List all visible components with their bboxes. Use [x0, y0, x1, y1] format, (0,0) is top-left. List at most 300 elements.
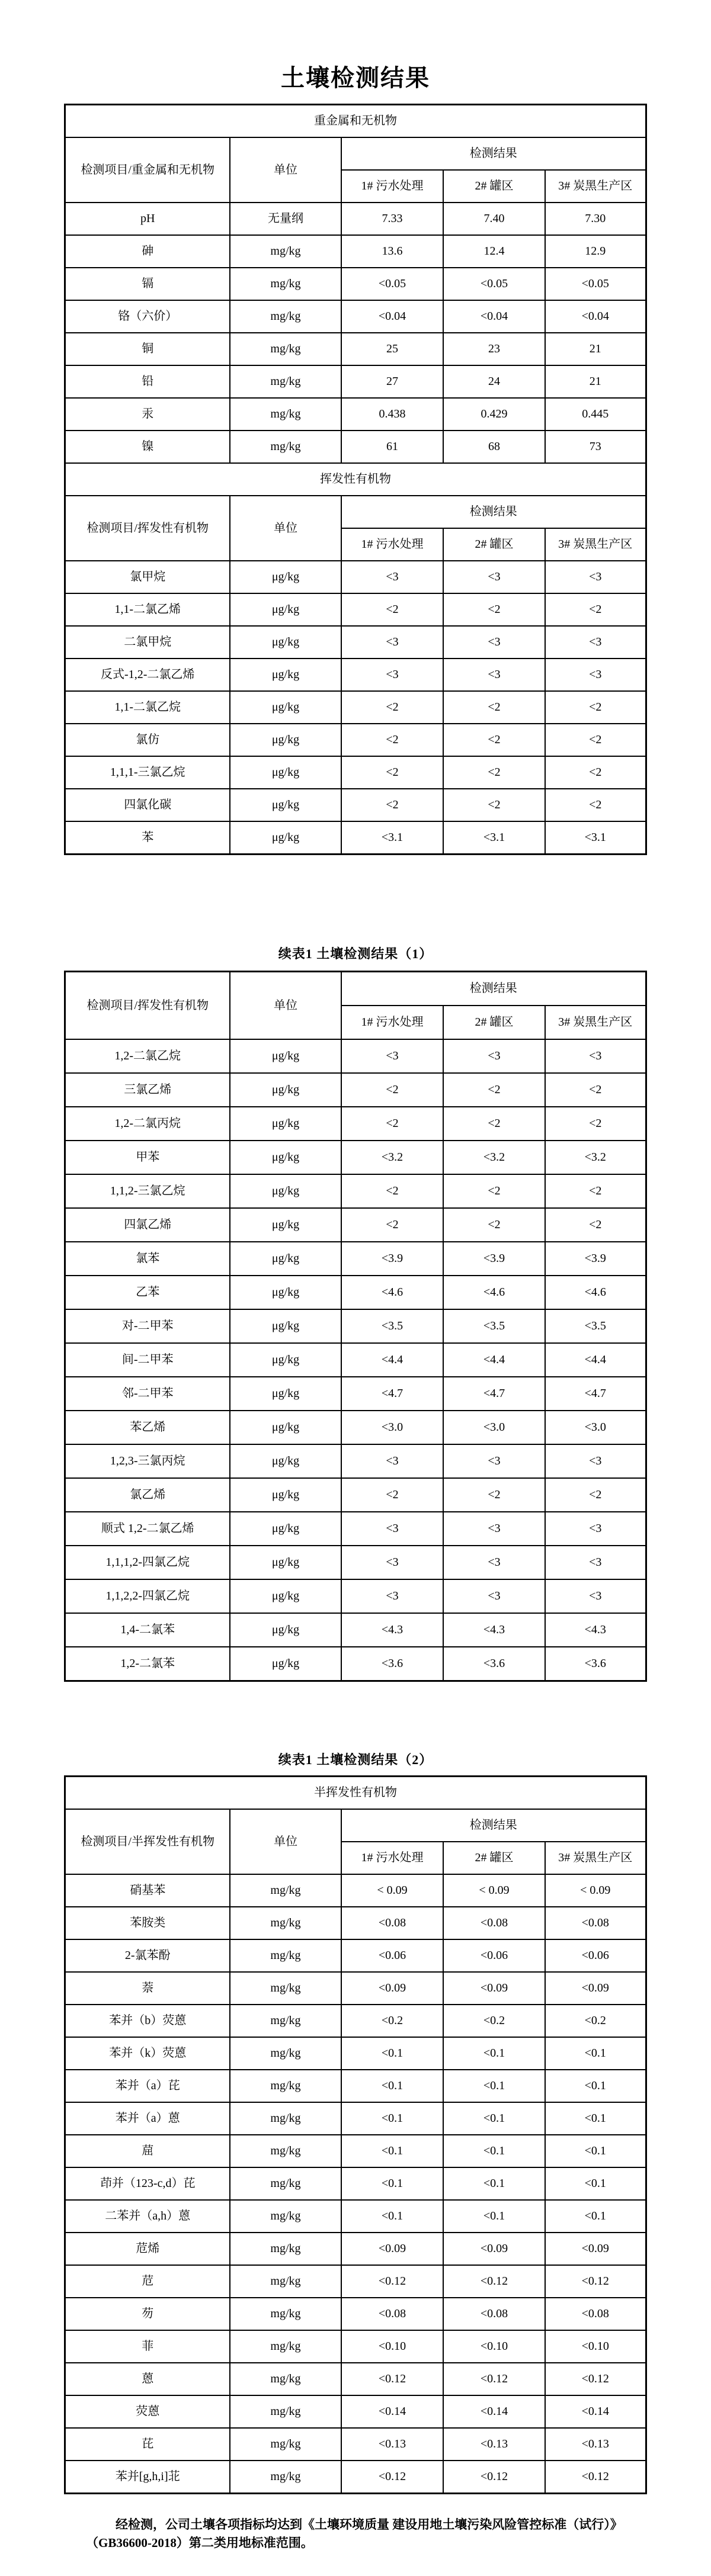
data-row [65, 1141, 646, 1174]
value-cell-site-2: <0.08 [443, 2298, 545, 2330]
value-cell-site-2: <0.08 [443, 1907, 545, 1939]
item-name-cell: 二氯甲烷 [65, 626, 230, 659]
value-cell-site-2: <0.1 [443, 2167, 545, 2200]
data-row [65, 268, 646, 300]
data-row [65, 365, 646, 398]
unit-cell: μg/kg [230, 561, 341, 593]
data-row [65, 2363, 646, 2395]
item-name-cell: 茚并（123-c,d）芘 [65, 2167, 230, 2200]
value-cell-site-3: <2 [545, 724, 646, 756]
data-row [65, 1874, 646, 1907]
data-row [65, 2037, 646, 2070]
item-column-header: 检测项目/挥发性有机物 [65, 496, 230, 561]
value-cell-site-3: <0.1 [545, 2167, 646, 2200]
unit-cell: mg/kg [230, 235, 341, 268]
value-cell-site-1: <2 [341, 1073, 443, 1107]
unit-cell: μg/kg [230, 724, 341, 756]
unit-cell: mg/kg [230, 1907, 341, 1939]
item-name-cell: 苊 [65, 2265, 230, 2298]
value-cell-site-2: <3.0 [443, 1411, 545, 1444]
value-cell-site-2: <2 [443, 593, 545, 626]
value-cell-site-1: <0.1 [341, 2102, 443, 2135]
value-cell-site-2: <3 [443, 626, 545, 659]
value-cell-site-1: <0.12 [341, 2265, 443, 2298]
value-cell-site-1: <3.6 [341, 1647, 443, 1681]
data-row [65, 593, 646, 626]
value-cell-site-1: <0.14 [341, 2395, 443, 2428]
unit-cell: μg/kg [230, 789, 341, 821]
data-row [65, 1309, 646, 1343]
value-cell-site-1: 25 [341, 333, 443, 365]
table-3-title: 续表1 土壤检测结果（2） [278, 1752, 433, 1767]
result-group-header: 检测结果 [341, 496, 646, 528]
unit-cell: mg/kg [230, 1972, 341, 2005]
data-row [65, 2461, 646, 2494]
unit-column-header: 单位 [230, 1809, 341, 1874]
item-name-cell: 菲 [65, 2330, 230, 2363]
value-cell-site-1: <3 [341, 626, 443, 659]
value-cell-site-2: 24 [443, 365, 545, 398]
value-cell-site-1: <2 [341, 1107, 443, 1141]
value-cell-site-1: 61 [341, 431, 443, 463]
item-name-cell: 苯并（b）荧蒽 [65, 2005, 230, 2037]
value-cell-site-2: 68 [443, 431, 545, 463]
value-cell-site-1: <2 [341, 1208, 443, 1242]
site-column-header-2: 2# 罐区 [443, 170, 545, 203]
value-cell-site-2: <4.6 [443, 1276, 545, 1309]
conclusion-note [86, 2516, 637, 2552]
data-row [65, 2233, 646, 2265]
value-cell-site-2: <3 [443, 1546, 545, 1579]
unit-cell: μg/kg [230, 659, 341, 691]
item-name-cell: 间-二甲苯 [65, 1343, 230, 1377]
value-cell-site-1: <0.12 [341, 2363, 443, 2395]
item-column-header: 检测项目/重金属和无机物 [65, 137, 230, 203]
site-column-header-1: 1# 污水处理 [341, 170, 443, 203]
data-row [65, 1907, 646, 1939]
value-cell-site-3: <0.12 [545, 2265, 646, 2298]
data-row [65, 2395, 646, 2428]
value-cell-site-1: 13.6 [341, 235, 443, 268]
site-column-header-3: 3# 炭黑生产区 [545, 170, 646, 203]
unit-cell: mg/kg [230, 2298, 341, 2330]
unit-cell: μg/kg [230, 626, 341, 659]
data-row [65, 1444, 646, 1478]
value-cell-site-1: <4.7 [341, 1377, 443, 1411]
item-column-header: 检测项目/挥发性有机物 [65, 972, 230, 1040]
value-cell-site-2: <2 [443, 691, 545, 724]
value-cell-site-1: <2 [341, 1174, 443, 1208]
unit-cell: μg/kg [230, 1208, 341, 1242]
unit-cell: mg/kg [230, 2233, 341, 2265]
value-cell-site-2: <0.09 [443, 1972, 545, 2005]
value-cell-site-1: <3 [341, 561, 443, 593]
value-cell-site-1: <0.13 [341, 2428, 443, 2461]
value-cell-site-3: <0.10 [545, 2330, 646, 2363]
value-cell-site-2: 0.429 [443, 398, 545, 431]
value-cell-site-3: <2 [545, 1478, 646, 1512]
item-name-cell: 1,1-二氯乙烯 [65, 593, 230, 626]
data-row [65, 1377, 646, 1411]
unit-cell: mg/kg [230, 2395, 341, 2428]
site-column-header-3: 3# 炭黑生产区 [545, 528, 646, 561]
unit-cell: mg/kg [230, 2330, 341, 2363]
value-cell-site-1: <0.1 [341, 2070, 443, 2102]
section-header-row [65, 463, 646, 496]
value-cell-site-2: <2 [443, 1174, 545, 1208]
site-column-header-1: 1# 污水处理 [341, 528, 443, 561]
data-row [65, 1343, 646, 1377]
item-name-cell: 反式-1,2-二氯乙烯 [65, 659, 230, 691]
item-name-cell: 四氯乙烯 [65, 1208, 230, 1242]
unit-cell: μg/kg [230, 1276, 341, 1309]
item-name-cell: 氯乙烯 [65, 1478, 230, 1512]
value-cell-site-1: <3 [341, 659, 443, 691]
value-cell-site-1: <0.1 [341, 2167, 443, 2200]
item-name-cell: 苯并（a）芘 [65, 2070, 230, 2102]
value-cell-site-3: <0.08 [545, 2298, 646, 2330]
item-name-cell: 邻-二甲苯 [65, 1377, 230, 1411]
item-name-cell: 氯仿 [65, 724, 230, 756]
unit-cell: mg/kg [230, 2037, 341, 2070]
value-cell-site-2: <2 [443, 1208, 545, 1242]
value-cell-site-3: <0.12 [545, 2461, 646, 2494]
value-cell-site-2: <3.1 [443, 821, 545, 855]
item-name-cell: 1,2-二氯丙烷 [65, 1107, 230, 1141]
value-cell-site-3: 21 [545, 365, 646, 398]
item-name-cell: 乙苯 [65, 1276, 230, 1309]
site-column-header-3: 3# 炭黑生产区 [545, 1842, 646, 1874]
item-name-cell: 荧蒽 [65, 2395, 230, 2428]
data-row [65, 2298, 646, 2330]
value-cell-site-3: 73 [545, 431, 646, 463]
unit-cell: μg/kg [230, 756, 341, 789]
data-row [65, 561, 646, 593]
unit-cell: mg/kg [230, 2200, 341, 2233]
page-title: 土壤检测结果 [281, 65, 430, 91]
unit-cell: μg/kg [230, 593, 341, 626]
data-row [65, 1073, 646, 1107]
value-cell-site-3: <0.14 [545, 2395, 646, 2428]
unit-cell: μg/kg [230, 1141, 341, 1174]
unit-cell: μg/kg [230, 1309, 341, 1343]
unit-cell: μg/kg [230, 1546, 341, 1579]
value-cell-site-3: <2 [545, 789, 646, 821]
value-cell-site-1: <0.09 [341, 2233, 443, 2265]
value-cell-site-1: 27 [341, 365, 443, 398]
unit-cell: μg/kg [230, 1343, 341, 1377]
value-cell-site-3: <0.2 [545, 2005, 646, 2037]
data-row [65, 333, 646, 365]
data-row [65, 1174, 646, 1208]
value-cell-site-3: <3.9 [545, 1242, 646, 1276]
value-cell-site-3: <0.05 [545, 268, 646, 300]
data-row [65, 1242, 646, 1276]
data-row [65, 724, 646, 756]
value-cell-site-3: <4.4 [545, 1343, 646, 1377]
value-cell-site-3: <0.1 [545, 2070, 646, 2102]
unit-cell: mg/kg [230, 300, 341, 333]
value-cell-site-3: <2 [545, 691, 646, 724]
value-cell-site-2: <4.3 [443, 1613, 545, 1647]
unit-cell: mg/kg [230, 1874, 341, 1907]
item-name-cell: 三氯乙烯 [65, 1073, 230, 1107]
data-row [65, 1939, 646, 1972]
value-cell-site-1: <0.2 [341, 2005, 443, 2037]
value-cell-site-1: <2 [341, 691, 443, 724]
result-group-header: 检测结果 [341, 972, 646, 1006]
unit-cell: 无量纲 [230, 203, 341, 235]
unit-cell: mg/kg [230, 2461, 341, 2494]
unit-cell: mg/kg [230, 431, 341, 463]
value-cell-site-3: <3 [545, 1512, 646, 1546]
section-header: 重金属和无机物 [65, 105, 646, 138]
value-cell-site-1: <0.1 [341, 2200, 443, 2233]
value-cell-site-3: <3.2 [545, 1141, 646, 1174]
value-cell-site-1: <3.2 [341, 1141, 443, 1174]
value-cell-site-2: <2 [443, 724, 545, 756]
section-header: 挥发性有机物 [65, 463, 646, 496]
value-cell-site-1: <3.1 [341, 821, 443, 855]
item-name-cell: 1,2-二氯苯 [65, 1647, 230, 1681]
data-row [65, 1478, 646, 1512]
unit-cell: mg/kg [230, 1939, 341, 1972]
item-name-cell: 铬（六价） [65, 300, 230, 333]
item-name-cell: 苯并（a）蒽 [65, 2102, 230, 2135]
unit-cell: mg/kg [230, 333, 341, 365]
value-cell-site-1: <2 [341, 789, 443, 821]
result-group-header: 检测结果 [341, 1809, 646, 1842]
value-cell-site-3: <2 [545, 756, 646, 789]
item-name-cell: 甲苯 [65, 1141, 230, 1174]
value-cell-site-2: <0.04 [443, 300, 545, 333]
item-name-cell: 䓛 [65, 2135, 230, 2167]
value-cell-site-2: <3 [443, 1444, 545, 1478]
item-name-cell: 四氯化碳 [65, 789, 230, 821]
value-cell-site-2: <3.9 [443, 1242, 545, 1276]
item-name-cell: 铅 [65, 365, 230, 398]
item-name-cell: pH [65, 203, 230, 235]
value-cell-site-2: <3.6 [443, 1647, 545, 1681]
value-cell-site-1: <2 [341, 593, 443, 626]
item-name-cell: 汞 [65, 398, 230, 431]
section-header-row [65, 1777, 646, 1810]
value-cell-site-3: 0.445 [545, 398, 646, 431]
unit-cell: μg/kg [230, 1512, 341, 1546]
value-cell-site-1: <4.6 [341, 1276, 443, 1309]
item-name-cell: 氯苯 [65, 1242, 230, 1276]
value-cell-site-2: <0.1 [443, 2200, 545, 2233]
result-group-header: 检测结果 [341, 137, 646, 170]
item-name-cell: 1,1,2-三氯乙烷 [65, 1174, 230, 1208]
value-cell-site-2: <3 [443, 1512, 545, 1546]
data-row [65, 2330, 646, 2363]
data-row [65, 1276, 646, 1309]
item-name-cell: 苯胺类 [65, 1907, 230, 1939]
soil-results-table-2 [64, 971, 646, 1682]
value-cell-site-3: <3.6 [545, 1647, 646, 1681]
unit-cell: mg/kg [230, 2265, 341, 2298]
value-cell-site-3: <3 [545, 1444, 646, 1478]
value-cell-site-2: <0.1 [443, 2037, 545, 2070]
data-row [65, 2200, 646, 2233]
item-name-cell: 镉 [65, 268, 230, 300]
item-name-cell: 1,2-二氯乙烷 [65, 1039, 230, 1073]
unit-cell: mg/kg [230, 2167, 341, 2200]
value-cell-site-1: <0.1 [341, 2135, 443, 2167]
data-row [65, 2135, 646, 2167]
column-header-row-1 [65, 496, 646, 528]
value-cell-site-3: <3 [545, 1039, 646, 1073]
data-row [65, 789, 646, 821]
value-cell-site-3: <3.5 [545, 1309, 646, 1343]
value-cell-site-1: <3 [341, 1579, 443, 1613]
unit-cell: μg/kg [230, 691, 341, 724]
unit-cell: mg/kg [230, 2070, 341, 2102]
value-cell-site-2: <0.13 [443, 2428, 545, 2461]
value-cell-site-2: <0.05 [443, 268, 545, 300]
column-header-row-1 [65, 137, 646, 170]
value-cell-site-1: <4.3 [341, 1613, 443, 1647]
value-cell-site-2: <0.2 [443, 2005, 545, 2037]
value-cell-site-1: <3.5 [341, 1309, 443, 1343]
value-cell-site-3: <2 [545, 1073, 646, 1107]
table-2-title: 续表1 土壤检测结果（1） [278, 946, 433, 961]
value-cell-site-3: <4.3 [545, 1613, 646, 1647]
value-cell-site-3: 7.30 [545, 203, 646, 235]
value-cell-site-2: <3 [443, 659, 545, 691]
value-cell-site-2: <0.12 [443, 2265, 545, 2298]
unit-cell: μg/kg [230, 1073, 341, 1107]
data-row [65, 398, 646, 431]
value-cell-site-1: <3 [341, 1512, 443, 1546]
item-name-cell: 苯并[g,h,i]苝 [65, 2461, 230, 2494]
section-header-row [65, 105, 646, 138]
value-cell-site-3: <3.0 [545, 1411, 646, 1444]
value-cell-site-1: <2 [341, 756, 443, 789]
column-header-row-1 [65, 1809, 646, 1842]
item-name-cell: 氯甲烷 [65, 561, 230, 593]
value-cell-site-3: <0.1 [545, 2102, 646, 2135]
item-name-cell: 芴 [65, 2298, 230, 2330]
value-cell-site-1: <4.4 [341, 1343, 443, 1377]
data-row [65, 2265, 646, 2298]
soil-results-table-1 [64, 104, 646, 855]
unit-cell: mg/kg [230, 2428, 341, 2461]
value-cell-site-1: <3 [341, 1546, 443, 1579]
unit-cell: μg/kg [230, 1039, 341, 1073]
value-cell-site-3: <2 [545, 1174, 646, 1208]
data-row [65, 235, 646, 268]
data-row [65, 2167, 646, 2200]
value-cell-site-1: <0.12 [341, 2461, 443, 2494]
site-column-header-2: 2# 罐区 [443, 1842, 545, 1874]
value-cell-site-2: < 0.09 [443, 1874, 545, 1907]
data-row [65, 2005, 646, 2037]
value-cell-site-1: <0.1 [341, 2037, 443, 2070]
data-row [65, 1512, 646, 1546]
document-page [0, 59, 711, 2576]
value-cell-site-3: <3 [545, 561, 646, 593]
value-cell-site-3: <0.1 [545, 2135, 646, 2167]
value-cell-site-3: <3.1 [545, 821, 646, 855]
site-column-header-3: 3# 炭黑生产区 [545, 1006, 646, 1039]
unit-cell: mg/kg [230, 2005, 341, 2037]
item-column-header: 检测项目/半挥发性有机物 [65, 1809, 230, 1874]
value-cell-site-3: <2 [545, 1208, 646, 1242]
conclusion-line-2: （GB36600-2018）第二类用地标准范围。 [86, 2536, 313, 2550]
value-cell-site-2: <0.14 [443, 2395, 545, 2428]
item-name-cell: 苯 [65, 821, 230, 855]
value-cell-site-3: <4.6 [545, 1276, 646, 1309]
value-cell-site-1: <0.06 [341, 1939, 443, 1972]
value-cell-site-1: <0.08 [341, 2298, 443, 2330]
unit-column-header: 单位 [230, 972, 341, 1040]
item-name-cell: 1,1-二氯乙烷 [65, 691, 230, 724]
value-cell-site-3: <0.1 [545, 2200, 646, 2233]
soil-results-table-3 [64, 1775, 646, 2494]
unit-cell: μg/kg [230, 1647, 341, 1681]
unit-cell: mg/kg [230, 2102, 341, 2135]
value-cell-site-3: <2 [545, 1107, 646, 1141]
value-cell-site-2: 23 [443, 333, 545, 365]
column-header-row-1 [65, 972, 646, 1006]
value-cell-site-3: <0.1 [545, 2037, 646, 2070]
item-name-cell: 顺式 1,2-二氯乙烯 [65, 1512, 230, 1546]
value-cell-site-3: <0.06 [545, 1939, 646, 1972]
site-column-header-1: 1# 污水处理 [341, 1006, 443, 1039]
data-row [65, 1107, 646, 1141]
value-cell-site-3: <4.7 [545, 1377, 646, 1411]
data-row [65, 659, 646, 691]
item-name-cell: 硝基苯 [65, 1874, 230, 1907]
value-cell-site-3: <3 [545, 626, 646, 659]
item-name-cell: 二苯并（a,h）蒽 [65, 2200, 230, 2233]
value-cell-site-2: <0.10 [443, 2330, 545, 2363]
unit-cell: mg/kg [230, 365, 341, 398]
value-cell-site-3: <0.12 [545, 2363, 646, 2395]
item-name-cell: 2-氯苯酚 [65, 1939, 230, 1972]
value-cell-site-2: <2 [443, 789, 545, 821]
value-cell-site-3: 12.9 [545, 235, 646, 268]
unit-cell: mg/kg [230, 398, 341, 431]
data-row [65, 203, 646, 235]
value-cell-site-2: <2 [443, 1073, 545, 1107]
value-cell-site-3: <2 [545, 593, 646, 626]
value-cell-site-2: <3.2 [443, 1141, 545, 1174]
value-cell-site-2: <3 [443, 1039, 545, 1073]
item-name-cell: 萘 [65, 1972, 230, 2005]
value-cell-site-3: <0.09 [545, 2233, 646, 2265]
value-cell-site-1: <3.9 [341, 1242, 443, 1276]
value-cell-site-2: <2 [443, 1478, 545, 1512]
value-cell-site-2: <0.12 [443, 2363, 545, 2395]
value-cell-site-2: <2 [443, 1107, 545, 1141]
unit-cell: mg/kg [230, 2135, 341, 2167]
value-cell-site-1: <0.09 [341, 1972, 443, 2005]
unit-cell: μg/kg [230, 1174, 341, 1208]
unit-column-header: 单位 [230, 496, 341, 561]
data-row [65, 300, 646, 333]
value-cell-site-3: < 0.09 [545, 1874, 646, 1907]
value-cell-site-1: 7.33 [341, 203, 443, 235]
unit-cell: μg/kg [230, 1478, 341, 1512]
value-cell-site-2: <3 [443, 561, 545, 593]
unit-column-header: 单位 [230, 137, 341, 203]
value-cell-site-3: 21 [545, 333, 646, 365]
item-name-cell: 1,1,1-三氯乙烷 [65, 756, 230, 789]
section-header: 半挥发性有机物 [65, 1777, 646, 1810]
